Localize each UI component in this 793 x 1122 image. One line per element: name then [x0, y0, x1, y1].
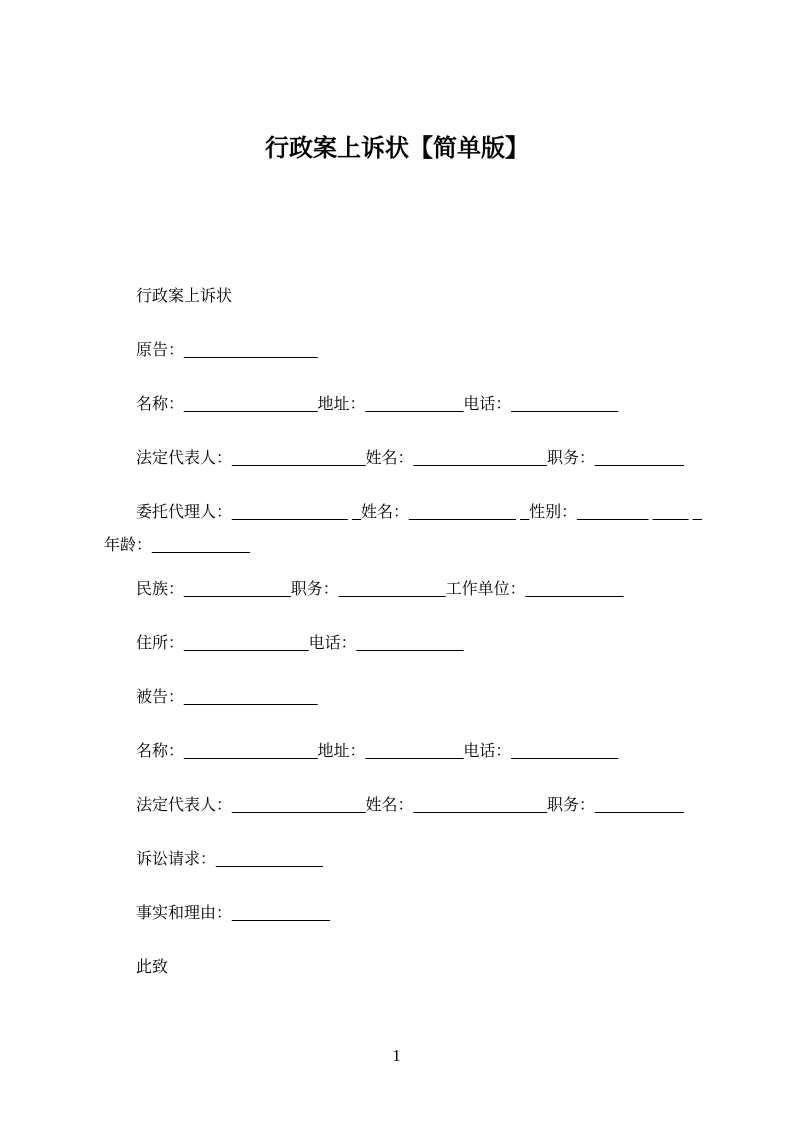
form-line-defendant: 被告：_______________	[136, 689, 318, 706]
page-number: 1	[392, 1046, 401, 1065]
form-line-agent-part1: 委托代理人：_____________ _姓名：____________ _性别：________ ____ _	[136, 504, 702, 521]
form-line-legal-representative-1: 法定代表人：_______________姓名：_______________职务：__________	[136, 450, 684, 467]
form-line-salutation: 此致	[136, 959, 169, 976]
document-title: 行政案上诉状【简单版】	[265, 135, 529, 162]
form-line-facts-reasons: 事实和理由：___________	[136, 905, 330, 922]
form-line-agent-age: 年龄：___________	[104, 537, 250, 554]
form-line-agent	[104, 496, 702, 562]
form-line-name-address-phone-2: 名称：_______________地址：___________电话：____________	[136, 743, 619, 760]
doc-heading-line: 行政案上诉状	[136, 288, 233, 305]
form-line-residence-phone: 住所：______________电话：____________	[136, 635, 464, 652]
form-line-plaintiff: 原告：_______________	[136, 342, 318, 359]
form-line-legal-representative-2: 法定代表人：_______________姓名：_______________职务：__________	[136, 797, 684, 814]
form-line-name-address-phone-1: 名称：_______________地址：___________电话：____________	[136, 396, 619, 413]
form-line-ethnicity-position-workunit: 民族：____________职务：____________工作单位：___________	[136, 581, 624, 598]
form-line-claims: 诉讼请求：____________	[136, 851, 323, 868]
document-body	[104, 280, 702, 984]
